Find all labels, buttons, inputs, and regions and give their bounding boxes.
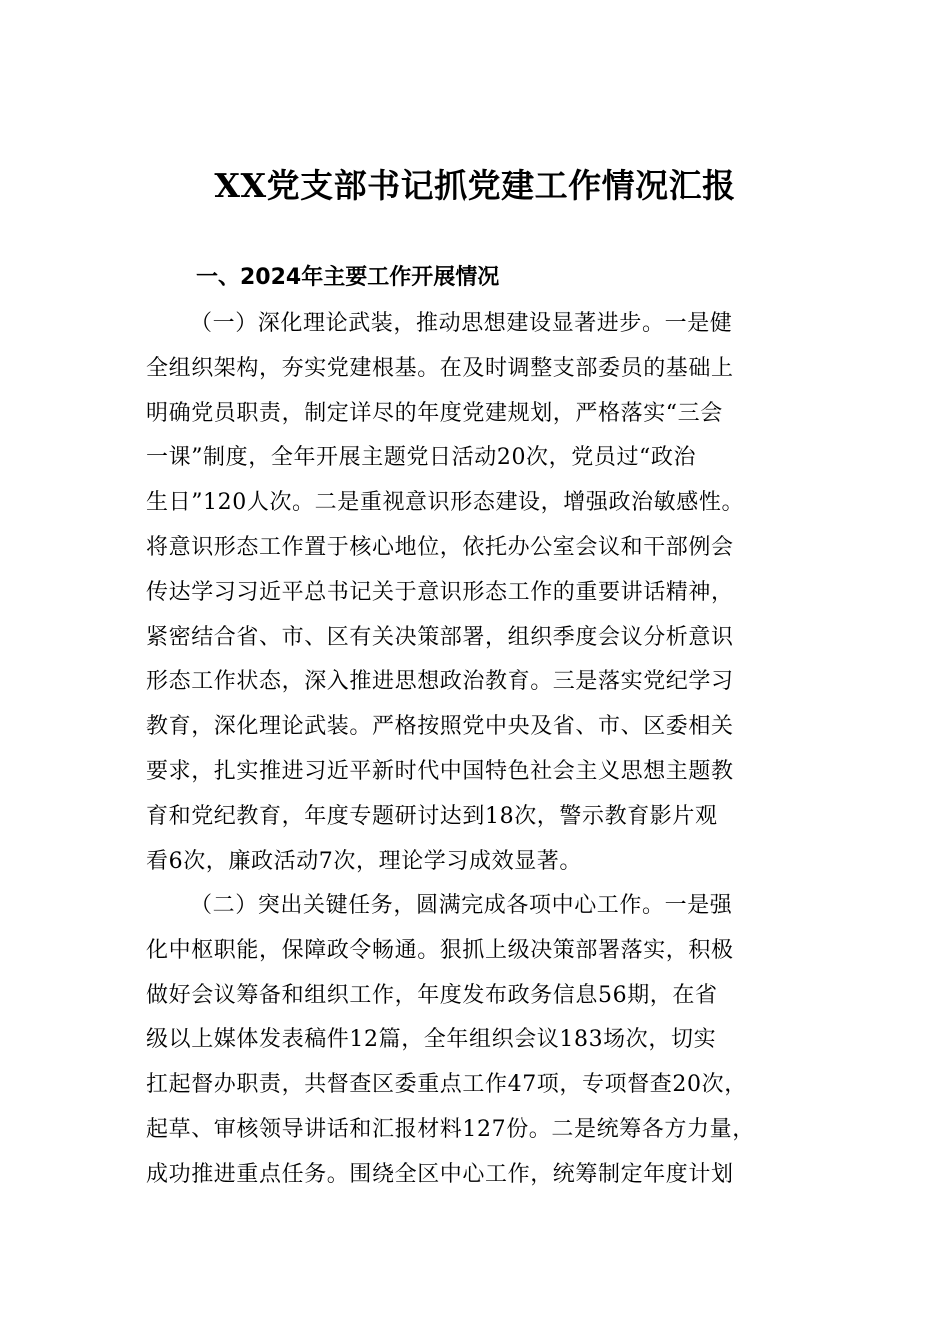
paragraph-line: 明确党员职责，制定详尽的年度党建规划，严格落实“三会	[146, 400, 723, 426]
paragraph-1	[146, 302, 826, 884]
paragraph-line: 起草、审核领导讲话和汇报材料127份。二是统筹各方力量，	[146, 1116, 755, 1142]
paragraph-line: 看6次，廉政活动7次，理论学习成效显著。	[146, 848, 582, 874]
paragraph-line: 要求，扎实推进习近平新时代中国特色社会主义思想主题教	[146, 758, 734, 784]
paragraph-line: 级以上媒体发表稿件12篇，全年组织会议183场次，切实	[146, 1027, 717, 1053]
paragraph-line: 教育，深化理论武装。严格按照党中央及省、市、区委相关	[146, 714, 734, 740]
paragraph-line: 将意识形态工作置于核心地位，依托办公室会议和干部例会	[146, 534, 734, 560]
section-heading: 一、2024年主要工作开展情况	[196, 265, 500, 290]
paragraph-line: （一）深化理论武装，推动思想建设显著进步。一是健	[190, 311, 733, 336]
paragraph-line: 做好会议筹备和组织工作，年度发布政务信息56期，在省	[146, 982, 718, 1008]
paragraph-line: 全组织架构，夯实党建根基。在及时调整支部委员的基础上	[146, 355, 734, 381]
paragraph-line: 成功推进重点任务。围绕全区中心工作，统筹制定年度计划	[146, 1161, 734, 1187]
paragraph-line: 形态工作状态，深入推进思想政治教育。三是落实党纪学习	[146, 669, 734, 695]
paragraph-line: （二）突出关键任务，圆满完成各项中心工作。一是强	[190, 893, 733, 918]
paragraph-line: 传达学习习近平总书记关于意识形态工作的重要讲话精神，	[146, 579, 734, 605]
paragraph-line: 生日”120人次。二是重视意识形态建设，增强政治敏感性。	[146, 490, 745, 516]
paragraph-line: 扛起督办职责，共督查区委重点工作47项，专项督查20次，	[146, 1072, 747, 1098]
paragraph-line: 一课”制度，全年开展主题党日活动20次，党员过“政治	[146, 445, 697, 471]
document-title: XX党支部书记抓党建工作情况汇报	[214, 166, 736, 205]
paragraph-2	[146, 884, 826, 1198]
paragraph-line: 育和党纪教育，年度专题研讨达到18次，警示教育影片观	[146, 803, 718, 829]
paragraph-line: 紧密结合省、市、区有关决策部署，组织季度会议分析意识	[146, 624, 734, 650]
paragraph-line: 化中枢职能，保障政令畅通。狠抓上级决策部署落实，积极	[146, 937, 734, 963]
